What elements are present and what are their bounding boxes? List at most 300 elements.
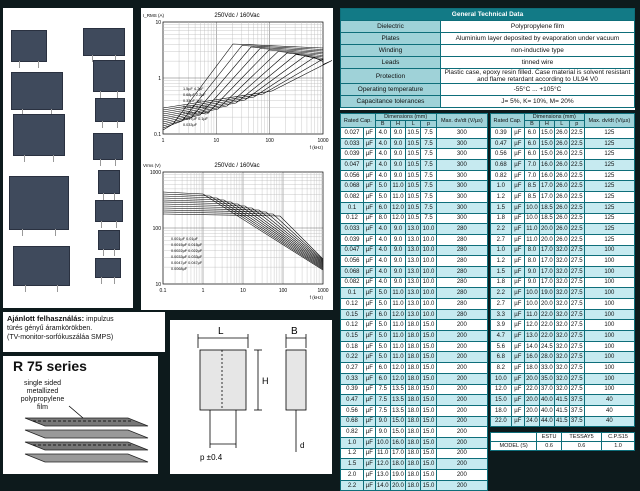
table-cell: 280: [436, 245, 487, 256]
curve-legend-label: 0.033µF: [183, 123, 198, 127]
tech-row: [341, 96, 635, 108]
usage-note-line3: (TV-monitor-sorfókuszáláa SMPS): [7, 334, 114, 341]
table-row: [491, 266, 635, 277]
y-tick-label: 1000: [149, 170, 161, 176]
table-cell: 8.0: [524, 256, 539, 267]
table-cell: µF: [511, 245, 524, 256]
table-cell: 18.0: [406, 480, 421, 491]
y-tick-label: 100: [152, 226, 161, 232]
column-subheader: H: [390, 121, 405, 128]
table-cell: 6.0: [375, 373, 390, 384]
table-cell: 9.0: [390, 256, 405, 267]
table-cell: 4.0: [375, 245, 390, 256]
table-cell: 125: [584, 224, 634, 235]
table-cell: µF: [363, 266, 375, 277]
table-row: [491, 331, 635, 342]
table-cell: 13.0: [406, 299, 421, 310]
table-cell: 9.0: [524, 266, 539, 277]
table-row: [341, 384, 488, 395]
table-cell: 15.0: [539, 138, 554, 149]
table-row: [491, 384, 635, 395]
table-cell: 100: [584, 277, 634, 288]
tech-value: non-inductive type: [440, 45, 634, 57]
table-cell: µF: [363, 256, 375, 267]
table-cell: 16.0: [390, 437, 405, 448]
table-cell: 5.0: [375, 192, 390, 203]
table-cell: µF: [363, 331, 375, 342]
legend-cell: [491, 433, 537, 442]
table-cell: 10.0: [524, 202, 539, 213]
table-cell: 11.0: [390, 331, 405, 342]
table-cell: 18.0: [406, 384, 421, 395]
table-cell: 125: [584, 202, 634, 213]
table-cell: 27.5: [569, 288, 584, 299]
column-header: Dimensions (mm): [375, 114, 436, 121]
table-cell: 12.0: [375, 459, 390, 470]
table-cell: 6.0: [524, 149, 539, 160]
table-cell: 16.0: [539, 170, 554, 181]
graph-title: 250Vdc / 160Vac: [214, 163, 260, 169]
table-cell: 22.5: [569, 224, 584, 235]
table-cell: 18.0: [406, 373, 421, 384]
table-cell: 13.0: [406, 309, 421, 320]
table-cell: 15.0: [539, 128, 554, 139]
legend-cell: 0.6: [562, 442, 602, 451]
table-cell: 6.0: [375, 202, 390, 213]
table-cell: 15.0: [421, 320, 436, 331]
table-cell: 200: [436, 427, 487, 438]
table-cell: µF: [511, 224, 524, 235]
table-cell: 18.0: [406, 405, 421, 416]
table-cell: µF: [511, 341, 524, 352]
table-cell: µF: [511, 160, 524, 171]
table-cell: µF: [363, 170, 375, 181]
table-cell: 22.5: [569, 213, 584, 224]
model-legend-table: [490, 432, 635, 451]
table-cell: 11.0: [375, 448, 390, 459]
table-cell: 8.5: [524, 181, 539, 192]
table-cell: 14.0: [375, 480, 390, 491]
table-cell: 10.0: [421, 224, 436, 235]
table-row: [491, 256, 635, 267]
table-cell: µF: [363, 202, 375, 213]
table-row: [341, 480, 488, 491]
table-cell: 2.2: [491, 224, 512, 235]
table-row: [341, 138, 488, 149]
table-cell: 300: [436, 138, 487, 149]
table-cell: 6.0: [524, 138, 539, 149]
table-cell: 100: [584, 363, 634, 374]
tech-value: J= 5%, K= 10%, M= 20%: [440, 96, 634, 108]
table-cell: 5.0: [375, 288, 390, 299]
table-cell: 5.0: [375, 352, 390, 363]
table-cell: 7.5: [375, 405, 390, 416]
table-cell: 200: [436, 384, 487, 395]
current-frequency-graph: [141, 8, 333, 158]
table-cell: 32.0: [554, 288, 569, 299]
table-cell: µF: [511, 202, 524, 213]
table-cell: 27.5: [569, 299, 584, 310]
table-cell: µF: [363, 363, 375, 374]
table-cell: 200: [436, 341, 487, 352]
legend-cell: 1.0: [602, 442, 635, 451]
table-cell: 22.5: [569, 202, 584, 213]
label-line2: metallized: [26, 388, 59, 395]
table-cell: 17.0: [539, 266, 554, 277]
table-cell: 18.0: [524, 363, 539, 374]
table-row: [341, 299, 488, 310]
table-cell: 8.0: [375, 213, 390, 224]
table-cell: 10.0: [375, 437, 390, 448]
tech-key: Dielectric: [341, 21, 441, 33]
table-cell: 11.0: [390, 341, 405, 352]
table-cell: 10.0: [524, 288, 539, 299]
table-cell: 2.7: [491, 299, 512, 310]
table-row: [341, 341, 488, 352]
table-cell: 6.0: [375, 363, 390, 374]
table-cell: 15.0: [421, 437, 436, 448]
table-cell: 32.0: [554, 245, 569, 256]
curve-legend-label: 0.068µF 0.22µF: [183, 111, 210, 115]
tech-row: [341, 21, 635, 33]
tech-row: [341, 69, 635, 84]
x-tick-label: 100: [278, 288, 288, 294]
table-cell: 37.5: [569, 416, 584, 427]
column-header: Max. dv/dt (V/µs): [436, 114, 487, 128]
table-cell: 22.5: [569, 128, 584, 139]
table-cell: 4.0: [375, 234, 390, 245]
table-cell: 27.5: [569, 384, 584, 395]
table-cell: 0.68: [491, 160, 512, 171]
table-cell: 0.15: [341, 331, 364, 342]
table-cell: 10.0: [421, 245, 436, 256]
table-cell: 10.0: [421, 277, 436, 288]
table-cell: 18.0: [406, 352, 421, 363]
table-cell: 32.0: [554, 331, 569, 342]
table-row: [341, 459, 488, 470]
table-cell: 100: [584, 341, 634, 352]
table-cell: 12.0: [390, 373, 405, 384]
x-tick-label: 10: [240, 288, 246, 294]
table-cell: 9.0: [390, 128, 405, 139]
table-cell: 27.5: [569, 320, 584, 331]
table-cell: 18.0: [406, 416, 421, 427]
table-cell: 9.0: [390, 170, 405, 181]
table-cell: 16.0: [539, 160, 554, 171]
table-cell: 3.9: [491, 320, 512, 331]
table-row: [341, 352, 488, 363]
table-cell: 100: [584, 309, 634, 320]
table-cell: 0.12: [341, 213, 364, 224]
table-cell: 300: [436, 202, 487, 213]
table-cell: 7.5: [421, 202, 436, 213]
table-cell: 18.0: [406, 470, 421, 481]
table-cell: 10.5: [406, 213, 421, 224]
y-tick-label: 10: [155, 282, 161, 288]
table-cell: 32.0: [554, 384, 569, 395]
table-cell: 32.0: [554, 277, 569, 288]
graph-x-caption: f (kHz): [309, 295, 323, 300]
table-cell: 125: [584, 192, 634, 203]
legend-cell: ESTU: [537, 433, 562, 442]
table-cell: 20.0: [539, 234, 554, 245]
table-row: [491, 277, 635, 288]
dim-p-label: p ±0.4: [200, 453, 223, 462]
table-cell: 0.056: [341, 170, 364, 181]
table-cell: 0.39: [341, 384, 364, 395]
dim-L-label: L: [218, 326, 224, 337]
table-cell: 19.0: [390, 470, 405, 481]
table-cell: 22.5: [569, 138, 584, 149]
table-cell: 15.0: [421, 459, 436, 470]
table-cell: 1.2: [341, 448, 364, 459]
column-header: Rated Cap.: [341, 114, 376, 128]
dim-d-label: d: [300, 441, 305, 450]
table-cell: 0.56: [491, 149, 512, 160]
table-cell: 13.0: [406, 245, 421, 256]
table-cell: 40.0: [539, 405, 554, 416]
table-cell: 20.0: [390, 480, 405, 491]
table-cell: 300: [436, 170, 487, 181]
table-cell: 0.1: [341, 202, 364, 213]
table-cell: 17.0: [390, 448, 405, 459]
table-row: [341, 245, 488, 256]
legend-cell: TESSAY5: [562, 433, 602, 442]
legend-cell: 0.6: [537, 442, 562, 451]
table-cell: 27.5: [569, 256, 584, 267]
table-cell: µF: [511, 138, 524, 149]
table-row: [491, 160, 635, 171]
table-cell: 100: [584, 256, 634, 267]
table-cell: 200: [436, 363, 487, 374]
curve-legend-label: 0.0015µF 0.015µF: [171, 243, 203, 247]
legend-row: [491, 442, 635, 451]
table-cell: 27.5: [569, 266, 584, 277]
x-tick-label: 1: [161, 138, 165, 144]
table-cell: 26.0: [554, 160, 569, 171]
table-cell: 7.5: [421, 170, 436, 181]
table-cell: 10.0: [491, 373, 512, 384]
table-cell: 12.0: [390, 202, 405, 213]
table-cell: 0.082: [341, 277, 364, 288]
table-cell: 4.0: [375, 160, 390, 171]
table-row: [491, 234, 635, 245]
table-row: [341, 416, 488, 427]
curve-legend-label: 0.15µF 0.47µF: [183, 105, 208, 109]
table-cell: 125: [584, 149, 634, 160]
table-cell: 40: [584, 405, 634, 416]
table-cell: µF: [363, 459, 375, 470]
table-cell: 27.5: [569, 309, 584, 320]
table-cell: µF: [363, 427, 375, 438]
table-cell: 22.0: [539, 331, 554, 342]
y-tick-label: 1: [158, 76, 161, 82]
table-cell: 200: [436, 352, 487, 363]
table-cell: 10.5: [406, 160, 421, 171]
table-cell: 32.0: [554, 320, 569, 331]
table-cell: 15.0: [421, 341, 436, 352]
table-cell: 0.082: [341, 192, 364, 203]
table-cell: µF: [511, 170, 524, 181]
tech-key: Protection: [341, 69, 441, 84]
table-cell: µF: [363, 192, 375, 203]
table-cell: 24.5: [539, 341, 554, 352]
table-cell: 125: [584, 160, 634, 171]
table-cell: 13.0: [406, 277, 421, 288]
table-row: [341, 309, 488, 320]
table-cell: µF: [363, 405, 375, 416]
table-cell: 20.0: [524, 395, 539, 406]
table-cell: 32.0: [554, 363, 569, 374]
table-cell: µF: [363, 320, 375, 331]
table-cell: 1.5: [341, 459, 364, 470]
table-row: [491, 405, 635, 416]
table-cell: 32.0: [554, 256, 569, 267]
table-cell: µF: [363, 213, 375, 224]
table-cell: 9.0: [390, 138, 405, 149]
table-cell: 13.0: [406, 266, 421, 277]
table-cell: µF: [363, 309, 375, 320]
table-cell: 18.0: [406, 320, 421, 331]
table-row: [341, 224, 488, 235]
table-row: [491, 309, 635, 320]
table-cell: 33.0: [539, 363, 554, 374]
table-cell: 15.0: [421, 480, 436, 491]
table-cell: 10.5: [406, 138, 421, 149]
table-cell: 18.0: [390, 459, 405, 470]
table-cell: 40: [584, 395, 634, 406]
x-tick-label: 10: [213, 138, 220, 144]
table-cell: 0.039: [341, 149, 364, 160]
outline-drawing: [170, 320, 332, 474]
tech-key: Operating temperature: [341, 84, 441, 96]
table-cell: 15.0: [421, 470, 436, 481]
curve-legend-label: 0.0033µF 0.033µF: [171, 255, 203, 259]
table-cell: 1.0: [491, 181, 512, 192]
table-cell: 40.0: [539, 395, 554, 406]
table-cell: 6.8: [491, 352, 512, 363]
table-row: [491, 373, 635, 384]
table-cell: µF: [511, 373, 524, 384]
table-cell: 15.0: [421, 416, 436, 427]
table-cell: 5.0: [375, 299, 390, 310]
table-cell: 41.5: [554, 395, 569, 406]
series-illustration: [3, 356, 158, 474]
column-subheader: L: [554, 121, 569, 128]
table-cell: 11.0: [390, 299, 405, 310]
dimension-drawing: [170, 320, 332, 474]
table-cell: 0.82: [341, 427, 364, 438]
table-cell: 5.0: [375, 331, 390, 342]
table-cell: 0.056: [341, 256, 364, 267]
table-cell: 300: [436, 128, 487, 139]
table-cell: µF: [511, 331, 524, 342]
table-cell: 5.0: [375, 320, 390, 331]
x-tick-label: 1000: [317, 288, 329, 294]
table-cell: µF: [363, 352, 375, 363]
table-cell: 13.0: [406, 224, 421, 235]
tech-row: [341, 33, 635, 45]
table-cell: 7.5: [421, 181, 436, 192]
table-cell: 9.0: [390, 234, 405, 245]
table-cell: 27.5: [569, 341, 584, 352]
table-cell: 8.5: [524, 192, 539, 203]
table-cell: 13.5: [390, 395, 405, 406]
table-cell: 0.12: [341, 299, 364, 310]
table-cell: 15.0: [539, 149, 554, 160]
rating-table-right: [490, 113, 635, 427]
table-cell: 5.0: [375, 181, 390, 192]
table-cell: 125: [584, 213, 634, 224]
table-cell: 6.0: [375, 309, 390, 320]
table-cell: 1.8: [491, 277, 512, 288]
table-cell: 11.0: [390, 320, 405, 331]
table-cell: µF: [511, 405, 524, 416]
table-cell: 27.5: [569, 245, 584, 256]
label-line1: single sided: [24, 380, 61, 387]
table-cell: 10.5: [406, 202, 421, 213]
table-cell: 9.0: [390, 245, 405, 256]
table-cell: µF: [511, 395, 524, 406]
table-cell: 7.5: [375, 384, 390, 395]
table-cell: 0.39: [491, 128, 512, 139]
table-cell: 200: [436, 416, 487, 427]
table-cell: 0.039: [341, 234, 364, 245]
column-subheader: B: [375, 121, 390, 128]
table-row: [491, 363, 635, 374]
table-cell: 10.5: [406, 192, 421, 203]
table-cell: 18.0: [406, 427, 421, 438]
table-cell: 0.82: [491, 170, 512, 181]
table-row: [341, 213, 488, 224]
table-cell: 15.0: [421, 331, 436, 342]
table-cell: 8.0: [524, 245, 539, 256]
graph-title: 250Vdc / 160Vac: [214, 13, 260, 19]
table-cell: 125: [584, 170, 634, 181]
table-cell: 200: [436, 373, 487, 384]
table-row: [341, 331, 488, 342]
table-row: [491, 149, 635, 160]
table-cell: 0.27: [341, 363, 364, 374]
table-cell: 200: [436, 437, 487, 448]
table-cell: 9.0: [390, 277, 405, 288]
table-cell: 26.0: [554, 181, 569, 192]
table-cell: 26.0: [554, 224, 569, 235]
tech-row: [341, 45, 635, 57]
table-row: [341, 448, 488, 459]
table-cell: 125: [584, 234, 634, 245]
table-cell: 7.5: [421, 138, 436, 149]
table-cell: 11.0: [524, 309, 539, 320]
table-cell: µF: [511, 192, 524, 203]
table-row: [341, 437, 488, 448]
table-cell: 26.0: [554, 138, 569, 149]
table-cell: 18.0: [406, 363, 421, 374]
table-cell: 18.0: [491, 405, 512, 416]
table-cell: 32.0: [554, 373, 569, 384]
table-cell: 41.5: [554, 416, 569, 427]
tech-value: Plastic case, epoxy resin filled. Case material is solvent resistant and flame retardant according to UL94 V0: [440, 69, 634, 84]
table-cell: 200: [436, 448, 487, 459]
usage-note-title: Ajánlott felhasználás:: [7, 314, 85, 323]
table-cell: 280: [436, 277, 487, 288]
tech-row: [341, 57, 635, 69]
table-cell: 0.33: [341, 373, 364, 384]
table-cell: 0.15: [341, 309, 364, 320]
table-cell: 300: [436, 181, 487, 192]
table-cell: 16.0: [524, 352, 539, 363]
table-cell: 4.0: [375, 277, 390, 288]
